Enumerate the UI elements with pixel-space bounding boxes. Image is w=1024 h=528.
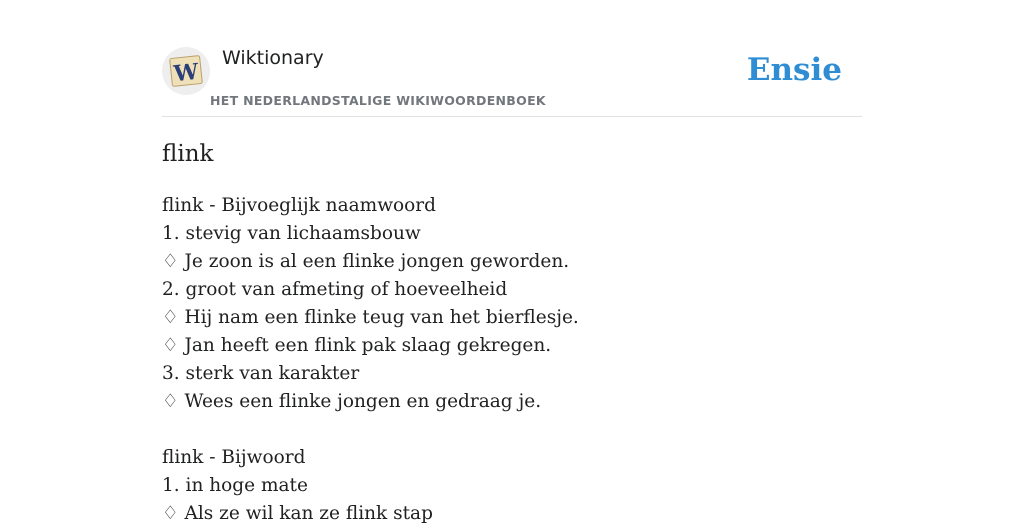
- example-line: ♢ Als ze wil kan ze flink stap: [162, 503, 433, 524]
- site-name[interactable]: Wiktionary: [222, 47, 324, 69]
- site-header: [162, 0, 862, 117]
- example-line: ♢ Jan heeft een flink pak slaag gekregen.: [162, 335, 552, 356]
- section-heading: flink - Bijwoord: [162, 447, 306, 468]
- definition-line: 2. groot van afmeting of hoeveelheid: [162, 279, 508, 300]
- example-line: ♢ Wees een flinke jongen en gedraag je.: [162, 391, 542, 412]
- wiktionary-tile-icon: [168, 53, 204, 89]
- definition-line: 1. in hoge mate: [162, 475, 308, 496]
- site-tagline: HET NEDERLANDSTALIGE WIKIWOORDENBOEK: [210, 93, 546, 108]
- logo-letter: W: [172, 58, 200, 88]
- page: [162, 0, 862, 524]
- wiktionary-logo[interactable]: [162, 47, 210, 95]
- page-title: flink: [162, 141, 214, 167]
- definition-line: 3. sterk van karakter: [162, 363, 360, 384]
- ensie-brand-link[interactable]: Ensie: [746, 52, 842, 88]
- section-spacer: [162, 416, 862, 444]
- example-line: ♢ Hij nam een flinke teug van het bierflesje.: [162, 307, 579, 328]
- definition-line: 1. stevig van lichaamsbouw: [162, 223, 421, 244]
- example-line: ♢ Je zoon is al een flinke jongen geworden.: [162, 251, 570, 272]
- entry-content: [162, 192, 862, 528]
- section-heading: flink - Bijvoeglijk naamwoord: [162, 195, 436, 216]
